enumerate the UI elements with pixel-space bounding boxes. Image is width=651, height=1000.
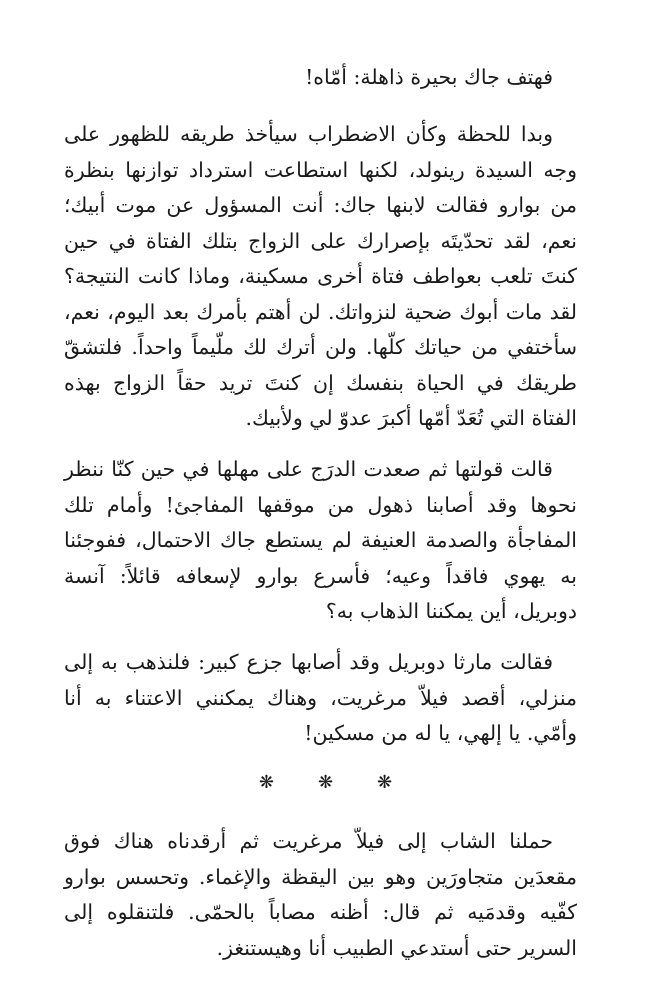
paragraph-jack-faints: قالت قولتها ثم صعدت الدرَج على مهلها في حين كنّا ننظر نحوها وقد أصابنا ذهول من موقفها المفاجئ! وأمام تلك المفاجأة والصدمة العنيفة لم يستطع جاك الاحتمال، ففوجئنا به يهوي فاقداً وعيه؛ فأسرع بوارو لإسعافه قائلاً: آنسة دوبريل، أين يمكننا الذهاب به؟ [64,457,577,623]
asterism-mark: ❋ [317,772,356,793]
paragraph-mother-speech: وبدا للحظة وكأن الاضطراب سيأخذ طريقه للظهور على وجه السيدة رينولد، لكنها استطاعت استرداد توازنها بنظرة من بوارو فقالت لابنها جاك: أنت المسؤول عن موت أبيك؛ نعم، لقد تحدّيتَه بإصرارك على الزواج بتلك الفتاة في حين كنتَ تلعب بعواطف فتاة أخرى مسكينة، وماذا كانت النتيجة؟ لقد مات أبوك ضحية لنزواتك. لن أهتم بأمرك بعد اليوم، نعم، سأختفي من حياتك كلّها. ولن أترك لك ملّيماً واحداً. فلتشقّ طريقك في الحياة بنفسك إن كنتَ تريد حقاً الزواج بهذه الفتاة التي تُعَدّ أمّها أكبرَ عدوّ لي ولأبيك. [64,122,577,430]
asterism-mark: ❋ [377,772,415,793]
asterism-mark: ❋ [258,772,296,793]
paragraph-exclamation: فهتف جاك بحيرة ذاهلة: أمّاه! [305,65,553,89]
paragraph-villa-margaret: حملنا الشاب إلى فيلاّ مرغريت ثم أرقدناه هناك فوق مقعدَين متجاورَين وهو بين اليقظة والإغماء. وتحسس بوارو كفّيه وقدمَيه ثم قال: أظنه مصاباً بالحمّى. فلتنقلوه إلى السرير حتى أستدعي الطبيب أنا وهيستنغز. [64,829,577,960]
section-separator [0,772,651,793]
paragraph-martha-reply: فقالت مارثا دوبريل وقد أصابها جزع كبير: فلنذهب به إلى منزلي، أقصد فيلاّ مرغريت، وهناك يمكنني الاعتناء به أنا وأمّي. يا إلهي، يا له من مسكين! [64,650,577,745]
